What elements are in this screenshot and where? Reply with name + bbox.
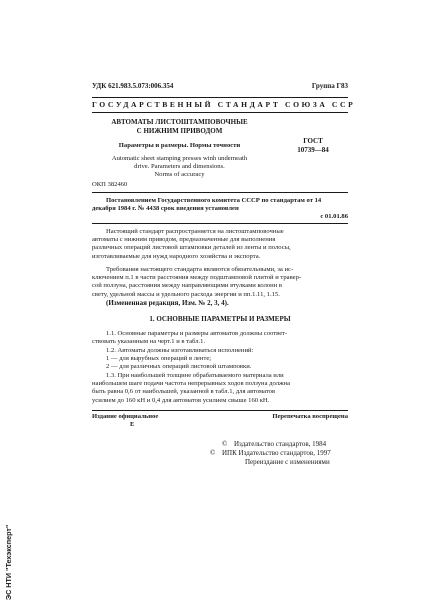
text-line: изготавливаемые для нужд народного хозяйства и экспорта. [92,252,261,260]
text-line: свету, удельной массы и удельного расхода энергии и пп.1.11, 1.15. [92,290,280,298]
header-rule-bottom [92,112,348,113]
title-en-line3: Norms of accuracy [154,171,205,178]
title-rule [92,192,348,193]
paragraph-scope [92,228,348,261]
edition-letter: E [130,421,135,428]
text-line: наибольшем шаге подачи частота непрерывных ходов ползуна должна [92,380,291,388]
text-line: 2 — для различных операций листовой штамповки. [106,363,252,371]
header-rule-top [92,97,348,98]
title-ru-line2: С НИЖНИМ ПРИВОДОМ [136,127,223,135]
text-line: 1.1. Основные параметры и размеры автоматов должны соответ- [106,330,288,337]
amendment-note: (Измененная редакция, Изм. № 2, 3, 4). [106,299,229,307]
text-line: 1.2. Автоматы должны изготавливаться исполнений: [106,347,254,354]
side-stamp: ЭС НТИ "Техэксперт" [4,524,13,600]
text-line: Требования настоящего стандарта являются обязательными, за ис- [106,266,294,273]
copyright-1984: Издательство стандартов, 1984 [234,440,327,448]
text-line: различных операций листовой штамповки деталей из ленты и полосы, [92,244,291,252]
reprint-notice: Перепечатка воспрещена [272,413,348,420]
text-line: быть равна 0,6 от наибольшей, указанной в табл.1, для автоматов [92,388,276,396]
title-en-line1: Automatic sheet stamping presses winh underneath [111,155,248,162]
text-line: 1.3. При наибольшей толщине обрабатываемого материала или [106,372,284,379]
gost-number: 10739—84 [297,146,329,154]
gost-label: ГОСТ [303,137,323,145]
copyright-1997: ИПК Издательство стандартов, 1997 [222,449,331,457]
text-line: Настоящий стандарт распространяется на листоштамповочные [106,228,284,235]
standard-banner: ГОСУДАРСТВЕННЫЙ СТАНДАРТ СОЮЗА ССР [92,100,356,109]
decree-rule [92,223,348,224]
official-edition: Издание официальное [92,413,159,420]
footer-rule [92,410,348,411]
decree-date: с 01.01.86 [320,213,348,220]
clause-1-3 [92,372,348,405]
text-line: ствовать указанным на черт.1 и в табл.1. [92,338,206,346]
okp-code: ОКП 382460 [92,181,128,188]
udk-code: УДК 621.983.5.073:006.354 [92,82,174,90]
section-heading: 1. ОСНОВНЫЕ ПАРАМЕТРЫ И РАЗМЕРЫ [149,315,291,323]
decree-line1: Постановлением Государственного комитета СССР по стандартам от 14 [106,197,322,204]
text-line: усилием до 160 кН и 0,4 для автоматов усилием свыше 160 кН. [92,396,270,404]
title-ru-subtitle: Параметры и размеры. Нормы точности [118,142,241,149]
clause-1-1 [92,330,348,346]
title-en-line2: drive. Parameters and dimensions. [134,163,225,170]
decree-line2: декабря 1984 г. № 4438 срок введения установлен [92,205,239,212]
text-line: сой ползуна, расстояния между направляющими втулками колонн в [92,282,282,290]
copyright-symbol: © [210,449,216,457]
text-line: ключением п.1 в части расстояния между подштамповой плитой и травер- [92,274,302,282]
text-line: 1 — для вырубных операций в ленте; [106,355,212,363]
copyright-symbol: © [222,440,228,448]
reissue-note: Переиздание с изменениями [245,458,330,466]
text-line: автоматы с нижним приводом, предназначенные для выполнения [92,236,276,244]
title-ru-line1: АВТОМАТЫ ЛИСТОШТАМПОВОЧНЫЕ [111,118,248,126]
group-code: Группа Г83 [311,82,348,90]
paragraph-requirements [92,266,348,299]
clause-1-2 [92,347,348,372]
